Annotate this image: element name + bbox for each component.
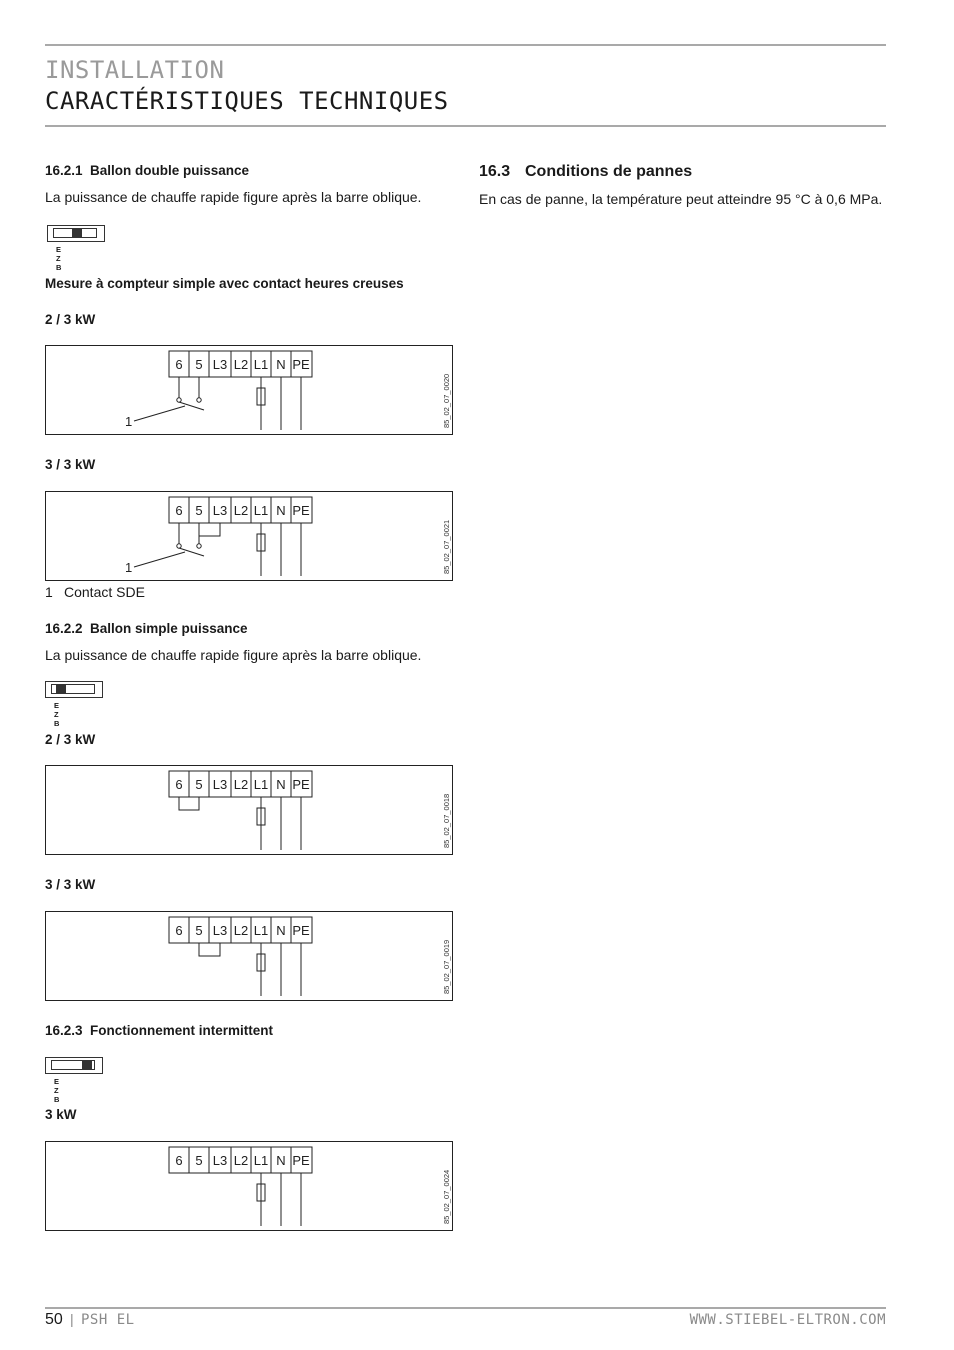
drawing-code: 85_02_07_0019 (442, 939, 451, 994)
section-16-2-3-heading (45, 1023, 273, 1038)
terminal-l1: L1 (253, 357, 269, 372)
wiring-diagram-5 (45, 1141, 453, 1231)
wires (134, 523, 301, 576)
section-16-2-2-text: La puissance de chauffe rapide figure après la barre oblique. (45, 647, 422, 663)
terminal-n: N (276, 503, 286, 518)
drawing-code: 85_02_07_0018 (442, 793, 451, 848)
section-title: Conditions de pannes (525, 163, 693, 180)
terminal-n: N (276, 1153, 286, 1168)
section-number: 16.2.3 (45, 1023, 83, 1038)
switch-label-b: B (54, 1095, 60, 1104)
section-16-3-heading (479, 163, 692, 181)
switch-label-z: Z (54, 710, 59, 719)
terminal-l2: L2 (233, 1153, 249, 1168)
diagram-5-label: 3 kW (45, 1107, 77, 1122)
terminal-l2: L2 (233, 357, 249, 372)
terminal-pe: PE (292, 777, 310, 792)
wiring-diagram-5-svg (46, 1142, 452, 1230)
terminal-l2: L2 (233, 777, 249, 792)
section-number: 16.2.1 (45, 163, 83, 178)
drawing-code: 85_02_07_0020 (442, 373, 451, 428)
switch-labels (54, 701, 73, 728)
section-title: Ballon double puissance (90, 163, 250, 178)
wires (257, 1173, 301, 1226)
terminal-pe: PE (292, 503, 310, 518)
section-16-2-1-text: La puissance de chauffe rapide figure après la barre oblique. (45, 189, 422, 205)
terminal-5: 5 (195, 777, 203, 792)
wires (179, 797, 301, 850)
switch-label-z: Z (54, 1086, 59, 1095)
switch-knob (72, 229, 82, 238)
switch-label-e: E (54, 701, 60, 710)
terminal-5: 5 (195, 357, 203, 372)
terminal-labels (175, 357, 310, 372)
chapter-title: INSTALLATION (45, 56, 225, 84)
terminal-labels (175, 503, 310, 518)
wiring-diagram-1 (45, 345, 453, 435)
diagram-3-label: 2 / 3 kW (45, 732, 96, 747)
terminal-pe: PE (292, 1153, 310, 1168)
terminal-5: 5 (195, 503, 203, 518)
terminal-6: 6 (175, 503, 183, 518)
wiring-diagram-4 (45, 911, 453, 1001)
wiring-diagram-3 (45, 765, 453, 855)
switch-label-e: E (56, 245, 62, 254)
section-16-2-1-heading (45, 163, 249, 178)
drawing-code: 85_02_07_0024 (442, 1169, 451, 1224)
website-link[interactable]: WWW.STIEBEL-ELTRON.COM (689, 1312, 886, 1328)
terminal-labels (175, 923, 310, 938)
terminal-5: 5 (195, 923, 203, 938)
section-title: Fonctionnement intermittent (90, 1023, 273, 1038)
terminal-l1: L1 (253, 777, 269, 792)
diagram-2-label: 3 / 3 kW (45, 457, 96, 472)
legend (45, 584, 145, 600)
legend-text: Contact SDE (64, 584, 145, 600)
wiring-diagram-1-svg (46, 346, 452, 434)
terminal-l3: L3 (212, 923, 228, 938)
terminal-n: N (276, 923, 286, 938)
callout-1: 1 (125, 560, 133, 575)
terminal-l1: L1 (253, 1153, 269, 1168)
wiring-diagram-4-svg (46, 912, 452, 1000)
switch-label-e: E (54, 1077, 60, 1086)
section-number: 16.3 (479, 163, 511, 180)
terminal-l3: L3 (212, 357, 228, 372)
terminal-l1: L1 (253, 923, 269, 938)
wiring-diagram-3-svg (46, 766, 452, 854)
section-title: Ballon simple puissance (90, 621, 248, 636)
wires (134, 377, 301, 430)
product-name: PSH EL (81, 1312, 135, 1328)
footer-separator: | (70, 1311, 74, 1327)
footer-rule (45, 1307, 886, 1309)
terminal-l2: L2 (233, 503, 249, 518)
terminal-l3: L3 (212, 503, 228, 518)
wiring-diagram-2 (45, 491, 453, 581)
legend-number: 1 (45, 584, 53, 600)
terminal-labels (175, 1153, 310, 1168)
switch-knob (82, 1061, 92, 1070)
switch-labels (54, 1077, 73, 1104)
terminal-6: 6 (175, 357, 183, 372)
terminal-6: 6 (175, 777, 183, 792)
drawing-code: 85_02_07_0021 (442, 519, 451, 574)
section-16-3-text: En cas de panne, la température peut atteindre 95 °C à 0,6 MPa. (479, 191, 883, 207)
callout-1: 1 (125, 414, 133, 429)
wiring-diagram-2-svg (46, 492, 452, 580)
diagram-4-label: 3 / 3 kW (45, 877, 96, 892)
terminal-labels (175, 777, 310, 792)
switch-labels (56, 245, 75, 272)
terminal-6: 6 (175, 923, 183, 938)
switch-knob (56, 685, 66, 694)
section-number: 16.2.2 (45, 621, 83, 636)
terminal-l2: L2 (233, 923, 249, 938)
header-rule (45, 125, 886, 127)
terminal-pe: PE (292, 923, 310, 938)
section-16-2-2-heading (45, 621, 248, 636)
terminal-pe: PE (292, 357, 310, 372)
measure-title: Mesure à compteur simple avec contact heures creuses (45, 276, 404, 291)
diagram-1-label: 2 / 3 kW (45, 312, 96, 327)
wires (199, 943, 301, 996)
page-number: 50 (45, 1311, 63, 1328)
page-title: CARACTÉRISTIQUES TECHNIQUES (45, 87, 449, 115)
terminal-n: N (276, 357, 286, 372)
terminal-l3: L3 (212, 1153, 228, 1168)
terminal-5: 5 (195, 1153, 203, 1168)
terminal-l3: L3 (212, 777, 228, 792)
switch-label-b: B (54, 719, 60, 728)
terminal-l1: L1 (253, 503, 269, 518)
switch-label-z: Z (56, 254, 61, 263)
terminal-6: 6 (175, 1153, 183, 1168)
top-rule (45, 44, 886, 46)
terminal-n: N (276, 777, 286, 792)
switch-label-b: B (56, 263, 62, 272)
